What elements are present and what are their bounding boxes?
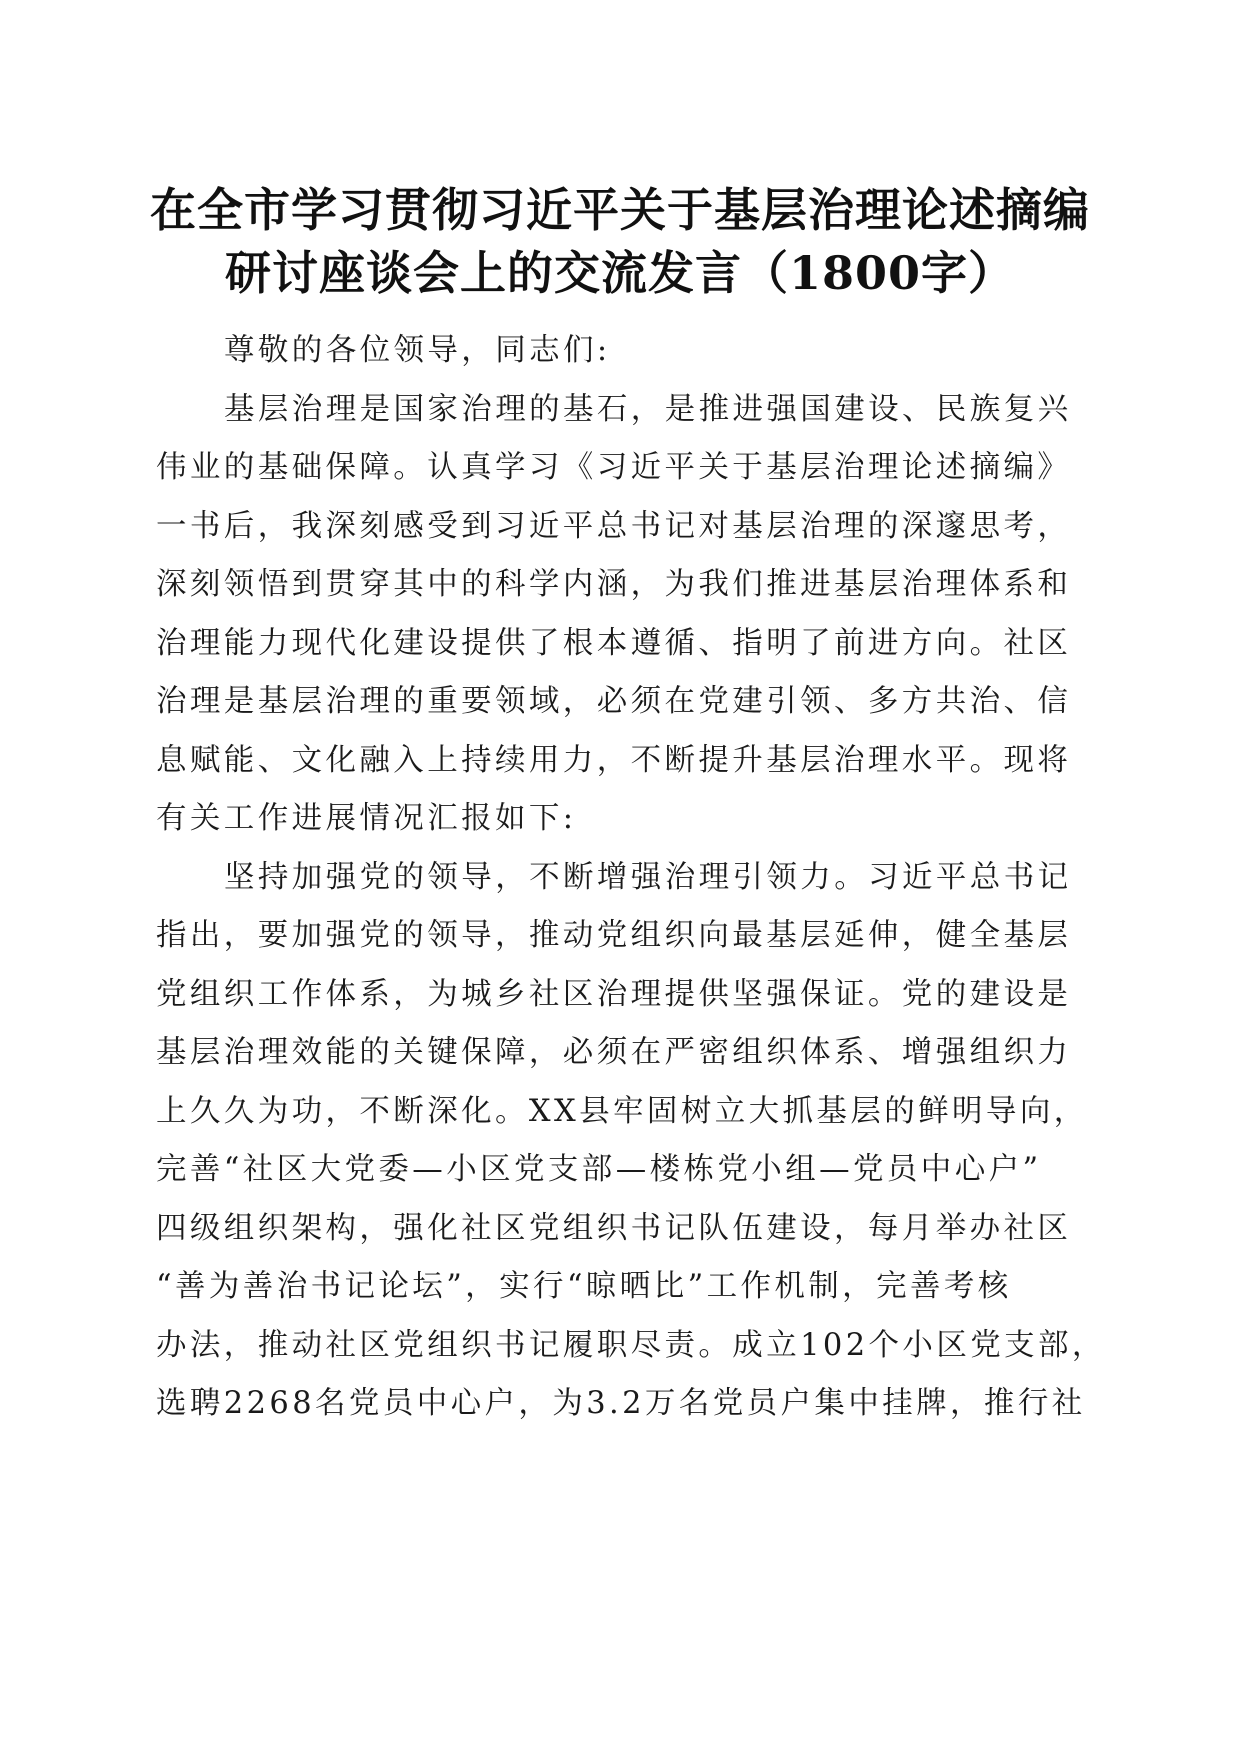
- document-body: [156, 322, 1106, 1434]
- paragraph-line: 选聘2268名党员中心户，为3.2万名党员户集中挂牌，推行社: [156, 1386, 1086, 1421]
- paragraph-line: 息赋能、文化融入上持续用力，不断提升基层治理水平。现将: [156, 742, 1072, 778]
- paragraph-line: 治理是基层治理的重要领域，必须在党建引领、多方共治、信: [156, 684, 1072, 719]
- paragraph-line: 四级组织架构，强化社区党组织书记队伍建设，每月举办社区: [156, 1210, 1072, 1246]
- paragraph-line: 深刻领悟到贯穿其中的科学内涵，为我们推进基层治理体系和: [156, 567, 1072, 602]
- paragraph-line: “善为善治书记论坛”，实行“晾晒比”工作机制，完善考核: [156, 1269, 1012, 1304]
- paragraph-line: 治理能力现代化建设提供了根本遵循、指明了前进方向。社区: [156, 625, 1072, 661]
- paragraph-line: 完善“社区大党委—小区党支部—楼栋党小组—党员中心户”: [156, 1152, 1042, 1187]
- paragraph-line: 有关工作进展情况汇报如下:: [156, 801, 577, 836]
- paragraph-line: 上久久为功，不断深化。XX县牢固树立大抓基层的鲜明导向，: [156, 1093, 1088, 1129]
- document-title-line-2: 研讨座谈会上的交流发言（1800字）: [224, 246, 1016, 300]
- paragraph-line: 一书后，我深刻感受到习近平总书记对基层治理的深邃思考，: [156, 508, 1072, 544]
- paragraph-line: 基层治理是国家治理的基石，是推进强国建设、民族复兴: [224, 391, 1072, 427]
- paragraph-line: 党组织工作体系，为城乡社区治理提供坚强保证。党的建设是: [156, 976, 1072, 1012]
- paragraph-line: 指出，要加强党的领导，推动党组织向最基层延伸，健全基层: [156, 918, 1072, 953]
- paragraph-line: 办法，推动社区党组织书记履职尽责。成立102个小区党支部，: [156, 1327, 1106, 1363]
- paragraph-line: 坚持加强党的领导，不断增强治理引领力。习近平总书记: [224, 859, 1072, 895]
- document-title-line-1: 在全市学习贯彻习近平关于基层治理论述摘编: [150, 183, 1090, 237]
- salutation-line: 尊敬的各位领导，同志们:: [224, 333, 611, 368]
- paragraph-line: 基层治理效能的关键保障，必须在严密组织体系、增强组织力: [156, 1035, 1072, 1070]
- paragraph-line: 伟业的基础保障。认真学习《习近平关于基层治理论述摘编》: [156, 450, 1072, 485]
